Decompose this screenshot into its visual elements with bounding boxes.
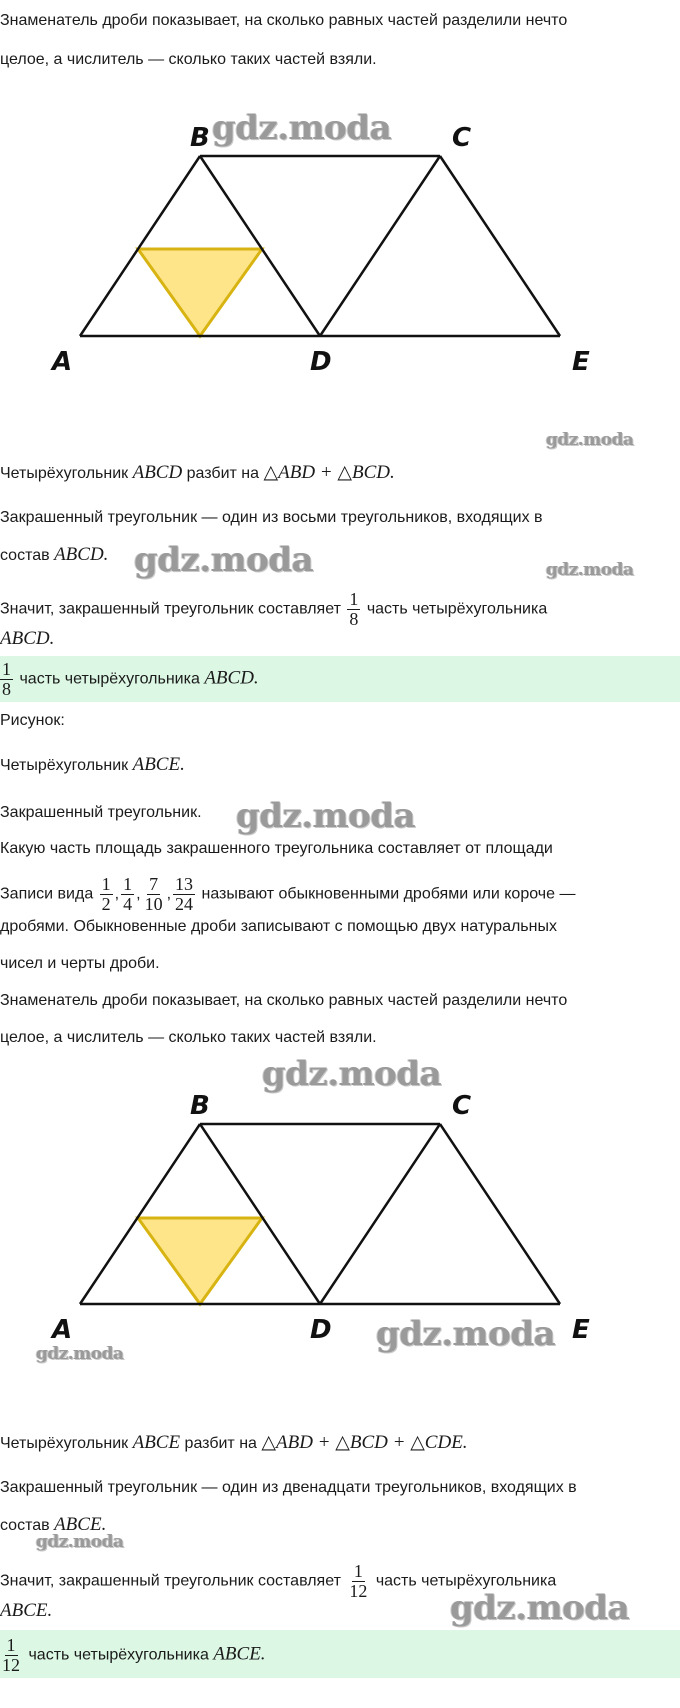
watermark: gdz.moda [262, 1054, 442, 1094]
paragraph-conclusion-math: ABCE. [0, 1600, 53, 1621]
vertex-label-c: C [452, 123, 472, 153]
fraction: $\frac{1}{12}$ [2, 1635, 20, 1675]
watermark: gdz.moda [546, 430, 634, 450]
watermark: gdz.moda [376, 1314, 556, 1354]
watermark: gdz.moda [36, 1532, 124, 1552]
shaded-label: Закрашенный треугольник. [0, 804, 202, 821]
intro-line-2: целое, а числитель — сколько таких частей взяли. [0, 51, 377, 68]
paragraph-shaded-line-2: состав ABCD. [0, 544, 109, 565]
watermark: gdz.moda [450, 1588, 630, 1628]
records-line-1: Записи вида $\frac{1}{2}$ , $\frac{1}{4}$ , $\frac{7}{10}$ , $\frac{13}{24}$ называют обыкновенными дробями или короче — [0, 874, 576, 914]
fraction: $\frac{13}{24}$ [175, 874, 194, 914]
vertex-label-b: B [190, 1091, 210, 1121]
vertex-label-c: C [452, 1091, 472, 1121]
figure-lines [80, 1124, 560, 1304]
answer-line: $\frac{1}{12}$ часть четырёхугольника ABCE. [2, 1635, 266, 1675]
vertex-label-a: A [52, 347, 73, 377]
watermark: gdz.moda [236, 796, 416, 836]
vertex-label-e: E [572, 1315, 590, 1345]
figure-lines [80, 156, 560, 336]
intro-line-2: целое, а числитель — сколько таких частей взяли. [0, 1029, 377, 1046]
intro-line-1: Знаменатель дроби показывает, на сколько равных частей разделили нечто [0, 992, 568, 1009]
vertex-label-d: D [310, 347, 332, 377]
records-line-3: чисел и черты дроби. [0, 955, 160, 972]
watermark: gdz.moda [546, 560, 634, 580]
figure-label: Рисунок: [0, 712, 65, 729]
vertex-label-b: B [190, 123, 210, 153]
paragraph-shaded-line-1: Закрашенный треугольник — один из двенадцати треугольников, входящих в [0, 1479, 577, 1496]
watermark: gdz.moda [36, 1344, 124, 1364]
shaded-triangle [138, 1218, 262, 1304]
watermark: gdz.moda [134, 540, 314, 580]
paragraph-partition: Четырёхугольник ABCE разбит на △ABD + △BCD + △CDE. [0, 1432, 468, 1453]
question-line: Какую часть площадь закрашенного треугольника составляет от площади [0, 840, 553, 857]
paragraph-shaded-line-1: Закрашенный треугольник — один из восьми треугольников, входящих в [0, 509, 543, 526]
fraction: $\frac{1}{8}$ [349, 589, 359, 629]
fraction: $\frac{1}{4}$ [123, 874, 133, 914]
paragraph-conclusion: Значит, закрашенный треугольник составляет $\frac{1}{12}$ часть четырёхугольника [0, 1561, 557, 1601]
fraction: $\frac{1}{2}$ [101, 874, 111, 914]
intro-line-1: Знаменатель дроби показывает, на сколько равных частей разделили нечто [0, 12, 568, 29]
paragraph-conclusion-math: ABCD. [0, 628, 55, 649]
vertex-label-d: D [310, 1315, 332, 1345]
shaded-triangle [138, 249, 262, 336]
fraction: $\frac{1}{8}$ [2, 659, 11, 699]
paragraph-conclusion: Значит, закрашенный треугольник составляет $\frac{1}{8}$ часть четырёхугольника [0, 589, 548, 629]
answer-line: $\frac{1}{8}$ часть четырёхугольника ABCD. [2, 659, 259, 699]
records-line-2: дробями. Обыкновенные дроби записывают с помощью двух натуральных [0, 918, 557, 935]
figure-quadrilateral-2 [0, 1060, 680, 1360]
vertex-label-e: E [572, 347, 590, 377]
quadrilateral-line: Четырёхугольник ABCE. [0, 754, 185, 775]
fraction: $\frac{1}{12}$ [349, 1561, 368, 1601]
watermark: gdz.moda [212, 108, 392, 148]
vertex-label-a: A [52, 1315, 73, 1345]
paragraph-partition: Четырёхугольник ABCD разбит на △ABD + △BCD. [0, 462, 395, 483]
fraction: $\frac{7}{10}$ [144, 874, 163, 914]
paragraph-shaded-line-2: состав ABCE. [0, 1514, 107, 1535]
